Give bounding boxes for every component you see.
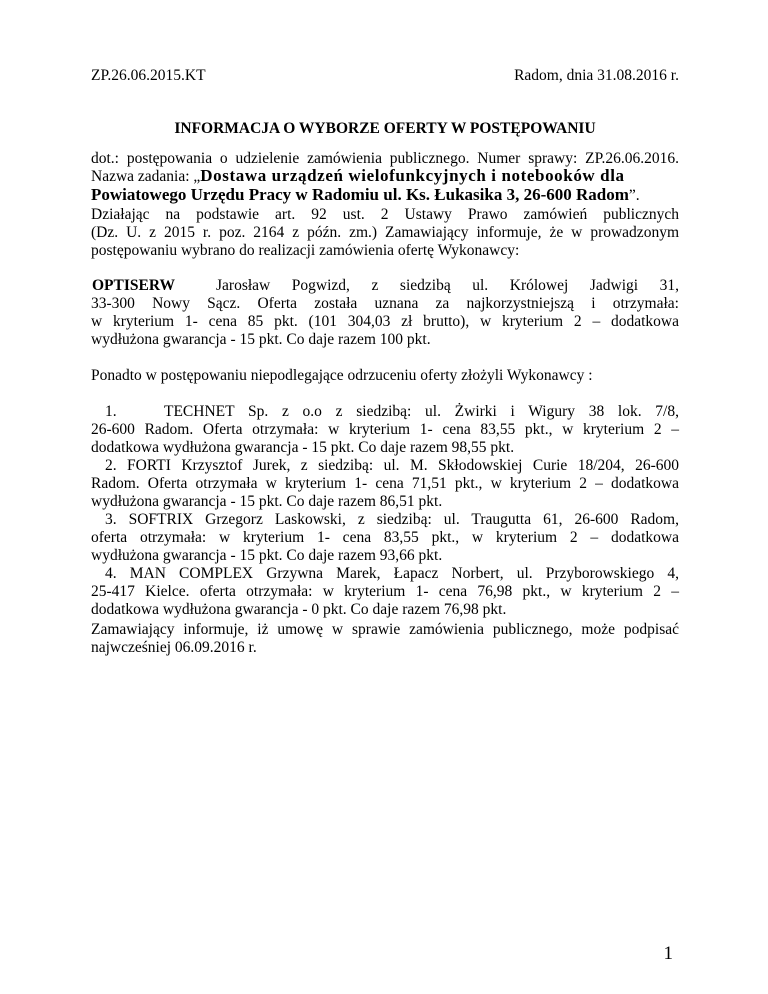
- offer-2-line-1: 2. FORTI Krzysztof Jurek, z siedzibą: ul. M. Skłodowskiej Curie 18/204, 26-600: [105, 457, 679, 474]
- intro-line-5: (Dz. U. z 2015 r. poz. 2164 z późn. zm.) Zamawiający informuje, że w prowadzonym: [91, 224, 679, 241]
- document-title: INFORMACJA O WYBORZE OFERTY W POSTĘPOWANIU: [174, 120, 596, 137]
- offer-1-line-2: 26-600 Radom. Oferta otrzymała: w kryterium 1- cena 83,55 pkt., w kryterium 2 –: [91, 421, 679, 438]
- offer-3-line-1: 3. SOFTRIX Grzegorz Laskowski, z siedzibą: ul. Traugutta 61, 26-600 Radom,: [105, 511, 679, 528]
- offer-3-line-3: wydłużona gwarancja - 15 pkt. Co daje razem 93,66 pkt.: [91, 547, 443, 564]
- offer-3-line-2: oferta otrzymała: w kryterium 1- cena 83,55 pkt., w kryterium 2 – dodatkowa: [91, 529, 679, 546]
- offer-2-line-3: wydłużona gwarancja - 15 pkt. Co daje razem 86,51 pkt.: [91, 493, 443, 510]
- page-number: 1: [663, 943, 673, 964]
- offer-1-line-1-text: TECHNET Sp. z o.o z siedzibą: ul. Żwirki i Wigury 38 lok. 7/8,: [164, 403, 679, 420]
- offer-1-number: 1.: [105, 403, 117, 420]
- place-and-date: Radom, dnia 31.08.2016 r.: [514, 67, 679, 84]
- offer-2-line-2: Radom. Oferta otrzymała w kryterium 1- cena 71,51 pkt., w kryterium 2 – dodatkowa: [91, 475, 679, 492]
- closing-line-2: najwcześniej 06.09.2016 r.: [91, 639, 257, 656]
- winner-line-4: wydłużona gwarancja - 15 pkt. Co daje razem 100 pkt.: [91, 331, 431, 348]
- others-intro: Ponadto w postępowaniu niepodlegające odrzuceniu oferty złożyli Wykonawcy :: [91, 367, 593, 384]
- winner-company: OPTISERW: [92, 277, 176, 294]
- offer-4-line-1: 4. MAN COMPLEX Grzywna Marek, Łapacz Norbert, ul. Przyborowskiego 4,: [105, 565, 679, 582]
- winner-line-1-rest: Jarosław Pogwizd, z siedzibą ul. Królowej Jadwigi 31,: [216, 277, 679, 294]
- task-name-suffix: ”.: [628, 187, 640, 204]
- intro-line-1: dot.: postępowania o udzielenie zamówienia publicznego. Numer sprawy: ZP.26.06.2016.: [91, 150, 679, 167]
- intro-line-6: postępowaniu wybrano do realizacji zamówienia ofertę Wykonawcy:: [91, 242, 520, 259]
- task-name-bold-2: Powiatowego Urzędu Pracy w Radomiu ul. Ks. Łukasika 3, 26-600 Radom: [91, 185, 629, 204]
- intro-line-4: Działając na podstawie art. 92 ust. 2 Ustawy Prawo zamówień publicznych: [91, 206, 679, 223]
- offer-4-line-2: 25-417 Kielce. oferta otrzymała: w kryterium 1- cena 76,98 pkt., w kryterium 2 –: [91, 583, 679, 600]
- offer-4-line-3: dodatkowa wydłużona gwarancja - 0 pkt. Co daje razem 76,98 pkt.: [91, 601, 507, 618]
- document-page: [91, 0, 679, 994]
- reference-number: ZP.26.06.2015.KT: [91, 67, 206, 84]
- winner-line-2: 33-300 Nowy Sącz. Oferta została uznana za najkorzystniejszą i otrzymała:: [91, 295, 679, 312]
- task-name-line-2: [91, 186, 679, 205]
- offer-1-line-3: dodatkowa wydłużona gwarancja - 15 pkt. Co daje razem 98,55 pkt.: [91, 439, 515, 456]
- task-name-bold-1: Dostawa urządzeń wielofunkcyjnych i notebooków dla: [200, 166, 625, 185]
- task-name-line-1: [91, 167, 679, 186]
- winner-line-3: w kryterium 1- cena 85 pkt. (101 304,03 zł brutto), w kryterium 2 – dodatkowa: [91, 313, 679, 330]
- task-name-prefix: Nazwa zadania: „: [91, 168, 201, 185]
- closing-line-1: Zamawiający informuje, iż umowę w sprawie zamówienia publicznego, może podpisać: [91, 621, 679, 638]
